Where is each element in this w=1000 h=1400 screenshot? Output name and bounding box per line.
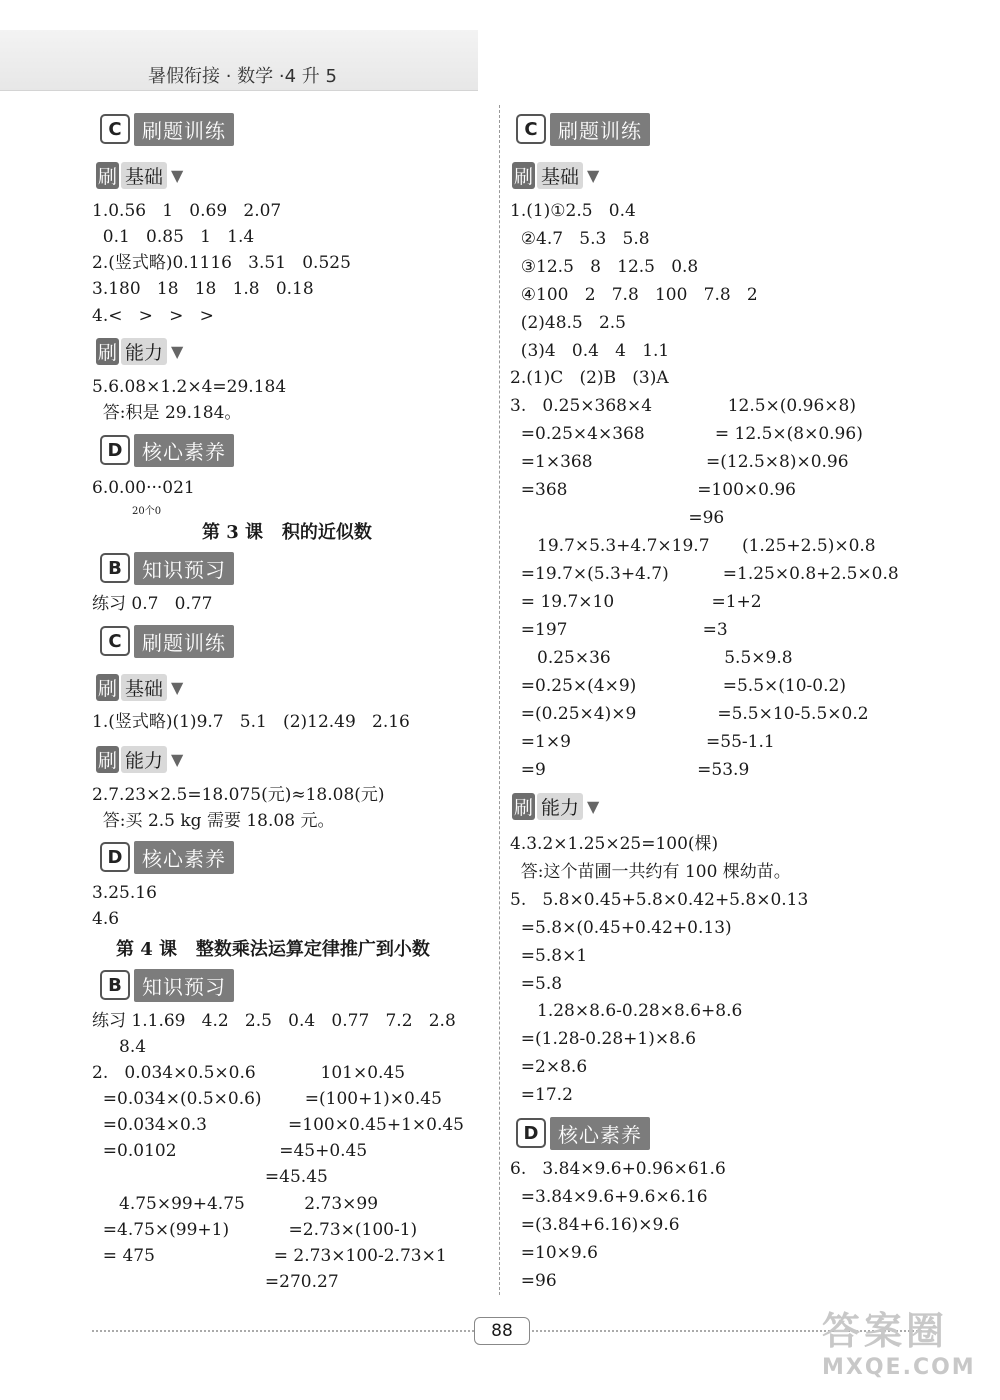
answer-line: =5.8×(0.45+0.42+0.13) [510,918,732,938]
answer-line: =1×368 =(12.5×8)×0.96 [510,452,849,472]
watermark-text: 答案圈 [822,1309,949,1353]
section-letter: B [100,553,130,583]
answer-line: =19.7×(5.3+4.7) =1.25×0.8+2.5×0.8 [510,564,899,584]
section-letter: D [516,1118,546,1148]
answer-line: =4.75×(99+1) =2.73×(100-1) [92,1220,418,1240]
answer-line: 5.6.08×1.2×4=29.184 [92,377,287,397]
section-header [100,114,234,144]
watermark-url: MXQE.COM [822,1355,976,1380]
skill-label: 基础 [121,162,167,189]
skill-header [96,674,183,700]
answer-line: 3.180 18 18 1.8 0.18 [92,279,314,299]
skill-prefix: 刷 [512,793,535,820]
skill-prefix: 刷 [96,674,119,701]
skill-header [512,162,599,188]
section-letter: C [516,114,546,144]
answer-line: =2×8.6 [510,1057,588,1077]
section-header [100,626,234,656]
section-label: 核心素养 [134,841,234,874]
section-label: 刷题训练 [550,113,650,146]
skill-prefix: 刷 [96,162,119,189]
section-header [100,435,234,465]
answer-line: = 19.7×10 =1+2 [510,592,762,612]
answer-line: =368 =100×0.96 [510,480,796,500]
answer-line: =(1.28-0.28+1)×8.6 [510,1029,697,1049]
answer-line: =0.034×(0.5×0.6) =(100+1)×0.45 [92,1089,442,1109]
section-header [516,114,650,144]
skill-prefix: 刷 [96,746,119,773]
section-letter: C [100,626,130,656]
triangle-icon: ▼ [587,796,600,816]
triangle-icon: ▼ [171,165,184,185]
section-label: 刷题训练 [134,113,234,146]
section-header [100,553,234,583]
section-header [100,842,234,872]
answer-line: 1.28×8.6-0.28×8.6+8.6 [510,1001,743,1021]
answer-line: =(3.84+6.16)×9.6 [510,1215,680,1235]
answer-line: =270.27 [92,1272,339,1292]
skill-label: 能力 [537,793,583,820]
answer-line: 6.0.00···021 [92,478,195,498]
answer-line: =0.25×4×368 = 12.5×(8×0.96) [510,424,863,444]
answer-line: =0.0102 =45+0.45 [92,1141,368,1161]
answer-line: 练习 1.1.69 4.2 2.5 0.4 0.77 7.2 2.8 [92,1011,456,1031]
answer-line: 5. 5.8×0.45+5.8×0.42+5.8×0.13 [510,890,809,910]
skill-header [512,793,599,819]
answer-line: =5.8 [510,974,563,994]
answer-line: 4.75×99+4.75 2.73×99 [92,1194,379,1214]
answer-line: =1×9 =55-1.1 [510,732,775,752]
answer-line: 答:这个苗圃一共约有 100 棵幼苗。 [510,862,791,882]
skill-label: 能力 [121,746,167,773]
answer-line: 2. 0.034×0.5×0.6 101×0.45 [92,1063,406,1083]
page-number: 88 [474,1317,530,1345]
answer-line: ④100 2 7.8 100 7.8 2 [510,285,758,305]
answer-line: 2.7.23×2.5=18.075(元)≈18.08(元) [92,785,385,805]
answer-line: 4.< > > > [92,306,214,326]
answer-line: 答:积是 29.184。 [92,403,242,423]
answer-line: 答:买 2.5 kg 需要 18.08 元。 [92,811,335,831]
triangle-icon: ▼ [171,677,184,697]
answer-line: ③12.5 8 12.5 0.8 [510,257,699,277]
section-letter: B [100,970,130,1000]
lesson-title: 第 3 课 积的近似数 [202,522,372,543]
section-header [516,1118,650,1148]
section-label: 核心素养 [550,1117,650,1150]
answer-line: =10×9.6 [510,1243,598,1263]
answer-line: 3. 0.25×368×4 12.5×(0.96×8) [510,396,856,416]
skill-prefix: 刷 [96,338,119,365]
answer-line: =(0.25×4)×9 =5.5×10-5.5×0.2 [510,704,869,724]
answer-line: =96 [510,508,725,528]
section-letter: D [100,435,130,465]
skill-header [96,746,183,772]
lesson-title: 第 4 课 整数乘法运算定律推广到小数 [116,939,430,960]
triangle-icon: ▼ [171,749,184,769]
answer-line: 练习 0.7 0.77 [92,594,213,614]
watermark-logo [822,1300,976,1380]
answer-line: 8.4 [92,1037,147,1057]
skill-label: 能力 [121,338,167,365]
answer-line: 1.(竖式略)(1)9.7 5.1 (2)12.49 2.16 [92,712,410,732]
section-letter: D [100,842,130,872]
triangle-icon: ▼ [171,341,184,361]
answer-line: =0.034×0.3 =100×0.45+1×0.45 [92,1115,464,1135]
answer-line: 0.25×36 5.5×9.8 [510,648,793,668]
answer-line: 1.(1)①2.5 0.4 [510,201,636,221]
answer-line: =17.2 [510,1085,573,1105]
skill-header [96,162,183,188]
answer-line: =0.25×(4×9) =5.5×(10-0.2) [510,676,846,696]
answer-line: 19.7×5.3+4.7×19.7 (1.25+2.5)×0.8 [510,536,876,556]
section-label: 刷题训练 [134,625,234,658]
answer-line: =197 =3 [510,620,728,640]
answer-line: 4.6 [92,909,120,929]
answer-line: 6. 3.84×9.6+0.96×61.6 [510,1159,726,1179]
answer-line: 3.25.16 [92,883,157,903]
section-label: 核心素养 [134,434,234,467]
skill-label: 基础 [537,162,583,189]
answer-line: =96 [510,1271,557,1291]
section-label: 知识预习 [134,552,234,585]
brace-note: 20个0 [132,506,162,517]
section-header [100,970,234,1000]
section-letter: C [100,114,130,144]
answer-line: 4.3.2×1.25×25=100(棵) [510,834,719,854]
answer-line: ②4.7 5.3 5.8 [510,229,650,249]
answer-line: 2.(1)C (2)B (3)A [510,368,669,388]
skill-header [96,338,183,364]
header-title: 暑假衔接 · 数学 ·4 升 5 [148,66,337,87]
answer-line: 1.0.56 1 0.69 2.07 [92,201,282,221]
answer-line: (3)4 0.4 4 1.1 [510,341,670,361]
answer-line: =5.8×1 [510,946,588,966]
answer-line: 2.(竖式略)0.1116 3.51 0.525 [92,253,351,273]
answer-line: (2)48.5 2.5 [510,313,626,333]
triangle-icon: ▼ [587,165,600,185]
answer-line: =45.45 [92,1167,328,1187]
answer-line: =3.84×9.6+9.6×6.16 [510,1187,708,1207]
section-label: 知识预习 [134,969,234,1002]
answer-line: =9 =53.9 [510,760,750,780]
answer-line: 0.1 0.85 1 1.4 [92,227,255,247]
column-divider [499,105,500,1295]
skill-label: 基础 [121,674,167,701]
answer-line: = 475 = 2.73×100-2.73×1 [92,1246,447,1266]
skill-prefix: 刷 [512,162,535,189]
